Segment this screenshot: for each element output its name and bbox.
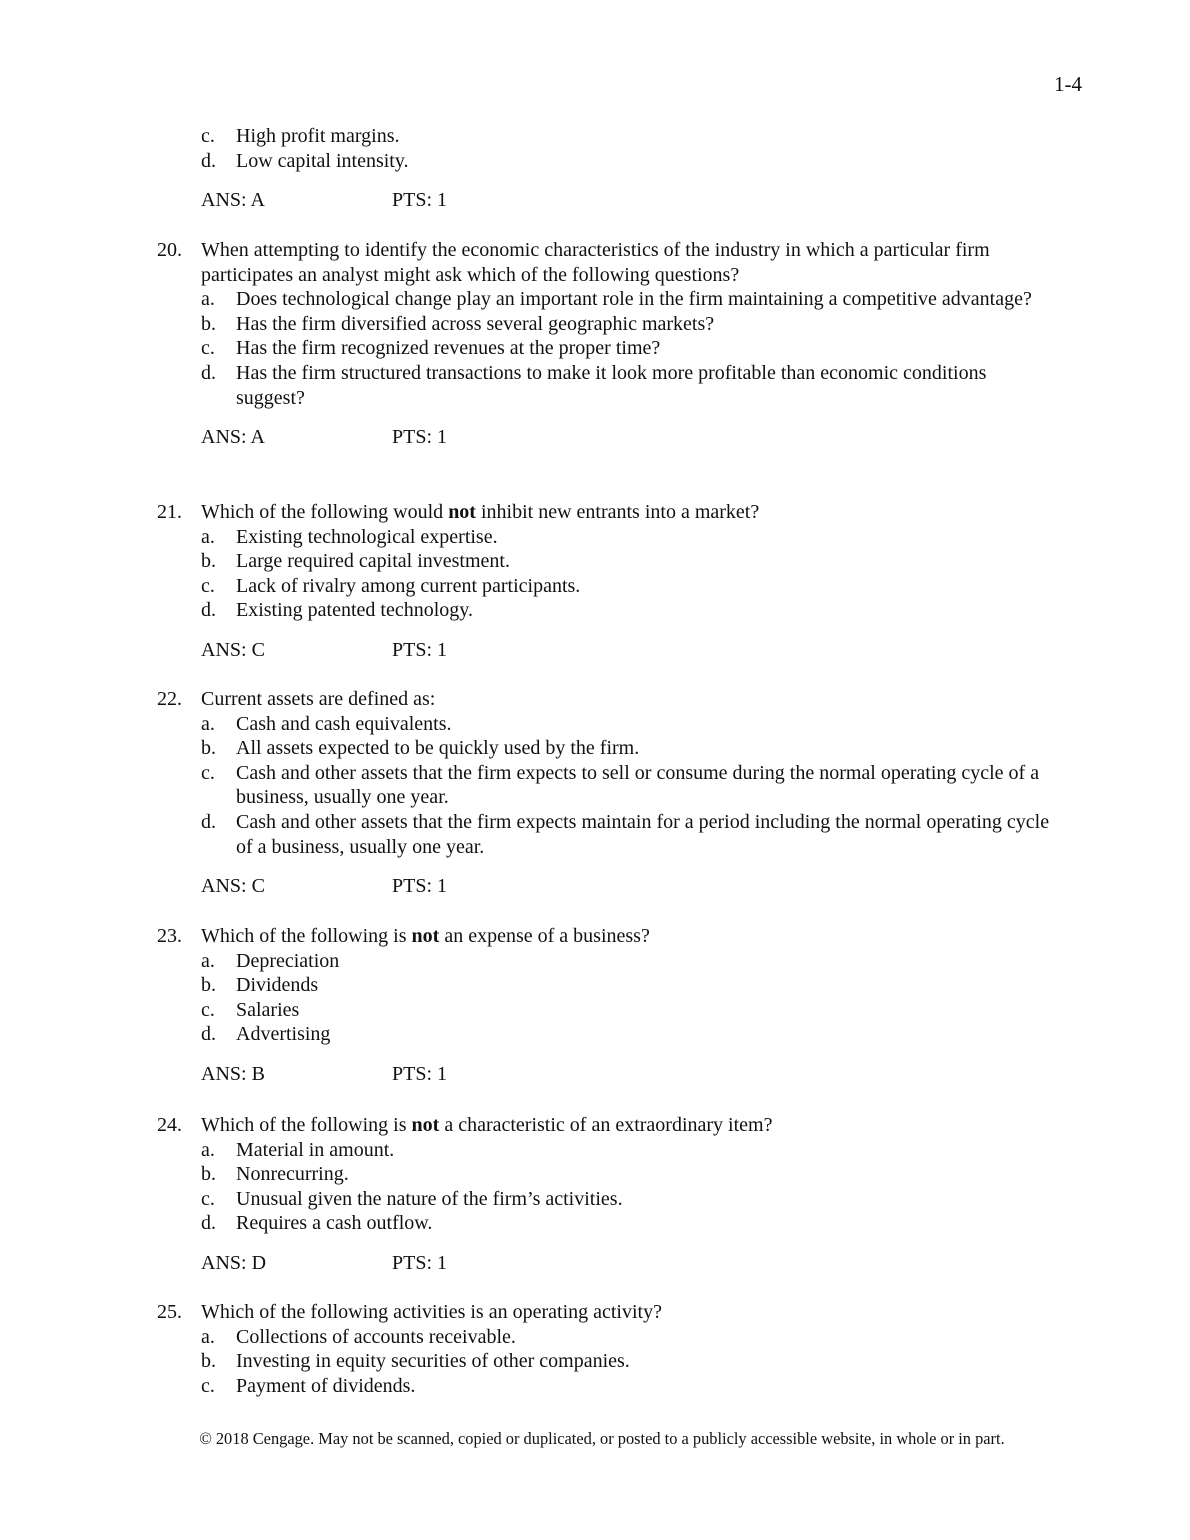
option-text: Dividends: [236, 974, 319, 997]
question-20: [157, 238, 1057, 450]
points: PTS: 1: [392, 1062, 448, 1085]
option-letter: b.: [201, 550, 216, 573]
option-letter: c.: [201, 1374, 215, 1397]
option-text: Has the firm diversified across several geographic markets?: [236, 312, 715, 335]
option-text: Low capital intensity.: [236, 149, 409, 172]
question-stem: [157, 238, 1057, 287]
option-d: [201, 361, 1057, 410]
answer: ANS: D: [201, 1251, 267, 1274]
option-a: [201, 287, 1057, 312]
option-a: [201, 1325, 1057, 1350]
question-23: [157, 924, 1057, 1087]
option-text: Has the firm structured transactions to make it look more profitable than economic conditions suggest?: [236, 361, 987, 409]
option-letter: a.: [201, 949, 215, 972]
option-letter: d.: [201, 599, 216, 622]
option-text: Does technological change play an important role in the firm maintaining a competitive advantage?: [236, 288, 1032, 311]
option-letter: a.: [201, 1325, 215, 1348]
option-text: Cash and other assets that the firm expects maintain for a period including the normal operating cycle of a business, usually one year.: [236, 810, 1050, 858]
question-stem: [157, 1113, 1057, 1138]
answer-row: [201, 1062, 1057, 1087]
option-letter: c.: [201, 574, 215, 597]
question-number: 24.: [157, 1114, 182, 1136]
option-letter: c.: [201, 337, 215, 360]
question-24: [157, 1113, 1057, 1276]
option-a: [201, 525, 1057, 550]
option-letter: a.: [201, 1138, 215, 1161]
answer: ANS: A: [201, 426, 265, 449]
question-text: Current assets are defined as:: [201, 688, 436, 710]
option-letter: c.: [201, 998, 215, 1021]
answer-row: [201, 188, 1057, 213]
option-a: [201, 712, 1057, 737]
question-22: [157, 687, 1057, 899]
option-b: [201, 1349, 1057, 1374]
option-c: [201, 336, 1057, 361]
points: PTS: 1: [392, 875, 448, 898]
option-text: Has the firm recognized revenues at the proper time?: [236, 337, 661, 360]
question-number: 21.: [157, 501, 182, 523]
option-letter: b.: [201, 1350, 216, 1373]
option-b: [201, 1162, 1057, 1187]
option-letter: b.: [201, 1163, 216, 1186]
option-b: [201, 312, 1057, 337]
answer: ANS: C: [201, 875, 265, 898]
question-21: [157, 500, 1057, 663]
option-text: Existing patented technology.: [236, 599, 473, 622]
question-text-part: a characteristic of an extraordinary item?: [439, 1114, 773, 1136]
option-text: Material in amount.: [236, 1138, 395, 1161]
question-25: [157, 1300, 1057, 1398]
option-text: Large required capital investment.: [236, 550, 510, 573]
page-number: 1-4: [1054, 72, 1082, 96]
answer-row: [201, 874, 1057, 899]
question-text: When attempting to identify the economic characteristics of the industry in which a particular firm participates an analyst might ask which of the following questions?: [201, 239, 990, 286]
option-c: [201, 124, 1057, 149]
option-letter: b.: [201, 312, 216, 335]
question-text-part: Which of the following is: [201, 1114, 412, 1136]
question-number: 23.: [157, 925, 182, 947]
points: PTS: 1: [392, 1251, 448, 1274]
points: PTS: 1: [392, 426, 448, 449]
question-stem: [157, 500, 1057, 525]
option-d: [201, 1211, 1057, 1236]
option-text: Cash and cash equivalents.: [236, 712, 452, 735]
answer: ANS: B: [201, 1062, 265, 1085]
option-text: Payment of dividends.: [236, 1374, 416, 1397]
option-letter: c.: [201, 1187, 215, 1210]
question-text-part: Which of the following would: [201, 501, 449, 523]
answer-row: [201, 425, 1057, 450]
question-text-part: Which of the following is: [201, 925, 412, 947]
question-text-emphasis: not: [448, 501, 476, 523]
option-letter: a.: [201, 712, 215, 735]
option-c: [201, 1187, 1057, 1212]
copyright-footer: © 2018 Cengage. May not be scanned, copied or duplicated, or posted to a publicly accessible website, in whole or in part.: [199, 1429, 1005, 1448]
points: PTS: 1: [392, 189, 448, 212]
option-letter: b.: [201, 737, 216, 760]
option-text: Cash and other assets that the firm expects to sell or consume during the normal operating cycle of a business, usually one year.: [236, 761, 1040, 809]
option-text: Salaries: [236, 998, 300, 1021]
option-letter: b.: [201, 974, 216, 997]
answer: ANS: A: [201, 189, 265, 212]
option-a: [201, 1138, 1057, 1163]
option-text: All assets expected to be quickly used by the firm.: [236, 737, 640, 760]
option-b: [201, 973, 1057, 998]
question-19-continued: [157, 124, 1057, 213]
option-text: Nonrecurring.: [236, 1163, 349, 1186]
question-stem: [157, 924, 1057, 949]
option-d: [201, 1022, 1057, 1047]
option-b: [201, 549, 1057, 574]
option-letter: d.: [201, 361, 216, 384]
question-text: [201, 1113, 1057, 1138]
question-text-part: inhibit new entrants into a market?: [475, 501, 760, 523]
question-text-emphasis: not: [411, 925, 440, 947]
option-letter: c.: [201, 761, 215, 784]
option-c: [201, 574, 1057, 599]
option-a: [201, 949, 1057, 974]
option-c: [201, 998, 1057, 1023]
option-b: [201, 736, 1057, 761]
option-text: Depreciation: [236, 949, 340, 972]
question-number: 20.: [157, 239, 182, 261]
points: PTS: 1: [392, 638, 448, 661]
option-text: Collections of accounts receivable.: [236, 1325, 516, 1348]
question-text: [201, 924, 1057, 949]
option-c: [201, 1374, 1057, 1399]
option-text: Existing technological expertise.: [236, 525, 498, 548]
option-letter: d.: [201, 810, 216, 833]
question-text: Which of the following activities is an operating activity?: [201, 1301, 662, 1323]
question-stem: [157, 1300, 1057, 1325]
option-text: High profit margins.: [236, 125, 400, 147]
answer: ANS: C: [201, 638, 265, 661]
option-text: Unusual given the nature of the firm’s activities.: [236, 1187, 623, 1210]
option-c: [201, 761, 1057, 810]
option-letter: a.: [201, 288, 215, 311]
option-text: Requires a cash outflow.: [236, 1212, 433, 1235]
question-text-part: an expense of a business?: [439, 925, 650, 947]
option-letter: d.: [201, 149, 216, 172]
question-number: 22.: [157, 688, 182, 710]
option-text: Investing in equity securities of other companies.: [236, 1350, 630, 1373]
question-number: 25.: [157, 1301, 182, 1323]
option-text: Lack of rivalry among current participants.: [236, 574, 581, 597]
option-letter: c.: [201, 125, 215, 147]
option-d: [201, 810, 1057, 859]
answer-row: [201, 1251, 1057, 1276]
option-text: Advertising: [236, 1023, 331, 1046]
question-text-emphasis: not: [411, 1114, 440, 1136]
option-letter: d.: [201, 1212, 216, 1235]
option-d: [201, 598, 1057, 623]
answer-row: [201, 638, 1057, 663]
option-letter: a.: [201, 525, 215, 548]
question-stem: [157, 687, 1057, 712]
question-text: [201, 500, 1057, 525]
option-d: [201, 149, 1057, 174]
option-letter: d.: [201, 1023, 216, 1046]
